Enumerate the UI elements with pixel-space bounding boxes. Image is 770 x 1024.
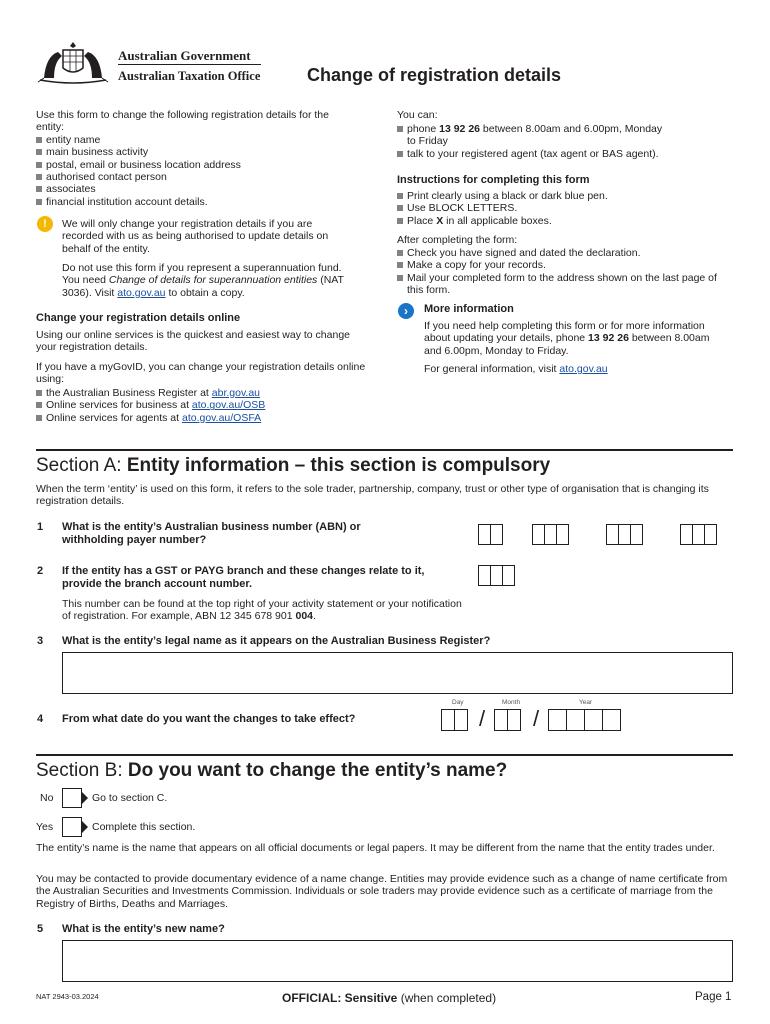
month-label: Month xyxy=(502,699,521,706)
general-info xyxy=(424,363,608,375)
abr-link[interactable]: abr.gov.au xyxy=(211,387,261,399)
list-item: Use BLOCK LETTERS. xyxy=(397,202,727,214)
list-text: in all applicable boxes. xyxy=(443,214,552,227)
online-paragraph-1: Using our online services is the quickest and easiest way to change your registration details. xyxy=(36,329,351,354)
general-info-text: For general information, visit xyxy=(424,363,560,375)
branch-help xyxy=(62,598,467,623)
list-text: Online services for business at xyxy=(46,399,192,412)
section-a-title xyxy=(36,455,550,477)
online-heading: Change your registration details online xyxy=(36,312,241,324)
ato-link[interactable]: ato.gov.au xyxy=(559,363,608,375)
intro-text: Use this form to change the following registration details for the entity: xyxy=(36,109,329,134)
no-checkbox[interactable] xyxy=(62,788,82,808)
branch-number[interactable] xyxy=(478,565,514,586)
question-number: 2 xyxy=(37,565,44,577)
logo-divider xyxy=(118,64,261,65)
ato-crest xyxy=(36,38,110,86)
list-item: Print clearly using a black or dark blue pen. xyxy=(397,190,727,202)
security-classification xyxy=(282,991,496,1005)
list-item: talk to your registered agent (tax agent or BAS agent). xyxy=(397,148,727,160)
list-item xyxy=(36,399,376,411)
section-b-title xyxy=(36,760,507,782)
osb-link[interactable]: ato.gov.au/OSB xyxy=(191,399,266,412)
classification-note: (when completed) xyxy=(397,991,497,1005)
month-input[interactable] xyxy=(494,709,520,731)
no-action: Go to section C. xyxy=(92,792,168,804)
osfa-link[interactable]: ato.gov.au/OSFA xyxy=(181,411,262,424)
list-text: Place xyxy=(407,214,437,227)
help-text: . xyxy=(313,610,316,623)
help-text: This number can be found at the top right of your activity statement or your notification of registration. For example, ABN 12 345 678 901 xyxy=(62,598,462,623)
evidence-explanation: You may be contacted to provide documentary evidence of a name change. Entities may provide evidence such as a change of name certificate from the Australian Securities and Investments Commission. Individuals or sole traders may provide evidence such as a certificate of marriage from the Registry of Births, Deaths and Marriages. xyxy=(36,873,728,910)
legal-name-input[interactable] xyxy=(62,652,733,694)
list-text: Online services for agents at xyxy=(46,411,182,424)
list-item: main business activity xyxy=(36,146,376,158)
list-item xyxy=(397,215,727,227)
name-explanation: The entity’s name is the name that appears on all official documents or legal papers. It may be different from the name that the entity trades under. xyxy=(36,842,715,854)
classification-label: OFFICIAL: Sensitive xyxy=(282,991,398,1005)
form-reference: Change of details for superannuation entities xyxy=(108,274,318,287)
form-code: NAT 2943-03.2024 xyxy=(36,992,99,1001)
instructions-heading: Instructions for completing this form xyxy=(397,174,590,186)
notice-authorised: We will only change your registration details if you are recorded with us as being authorised to update details on behalf of the entity. xyxy=(62,218,329,255)
more-info-text: between 8.00am and 6.00pm, Monday to Friday. xyxy=(424,332,710,357)
question-number: 4 xyxy=(37,713,44,725)
list-text: between 8.00am and 6.00pm, Monday to Friday xyxy=(407,123,663,148)
abn-group-2[interactable] xyxy=(532,524,568,545)
left-column xyxy=(36,109,376,208)
question-effective-date: From what date do you want the changes to take effect? xyxy=(62,713,356,725)
phone-number: 13 92 26 xyxy=(588,332,629,345)
no-label: No xyxy=(40,792,54,804)
list-item: entity name xyxy=(36,134,376,146)
x-mark: X xyxy=(436,214,444,227)
page-number: Page 1 xyxy=(695,991,732,1003)
question-number: 5 xyxy=(37,923,44,935)
date-digit[interactable] xyxy=(566,709,585,731)
list-item: Mail your completed form to the address shown on the last page of this form. xyxy=(397,272,727,297)
abn-group-4[interactable] xyxy=(680,524,716,545)
section-heading: Entity information – this section is compulsory xyxy=(126,455,551,476)
list-item: authorised contact person xyxy=(36,171,376,183)
notice-text: (NAT 3036). Visit xyxy=(62,274,344,299)
contact-list xyxy=(397,123,727,160)
date-digit[interactable] xyxy=(454,709,468,731)
date-digit[interactable] xyxy=(507,709,521,731)
question-number: 3 xyxy=(37,635,44,647)
date-digit[interactable] xyxy=(584,709,603,731)
day-label: Day xyxy=(452,699,464,706)
list-item: postal, email or business location address xyxy=(36,159,376,171)
section-label: Section B: xyxy=(36,760,128,781)
date-separator: / xyxy=(479,706,486,731)
details-list xyxy=(36,134,376,208)
section-a-intro: When the term ‘entity’ is used on this form, it refers to the sole trader, partnership, company, trust or other type of organisation that is changing its registration details. xyxy=(36,483,709,508)
abn-digit[interactable] xyxy=(556,524,569,545)
list-item: associates xyxy=(36,183,376,195)
date-digit[interactable] xyxy=(494,709,508,731)
abn-digit[interactable] xyxy=(490,524,503,545)
list-item xyxy=(397,123,667,148)
more-info-paragraph xyxy=(424,320,729,357)
date-separator: / xyxy=(533,706,540,731)
warning-icon: ! xyxy=(37,216,53,232)
branch-digit[interactable] xyxy=(502,565,515,586)
date-digit[interactable] xyxy=(441,709,455,731)
ato-link[interactable]: ato.gov.au xyxy=(117,286,166,299)
question-number: 1 xyxy=(37,521,44,533)
section-label: Section A: xyxy=(36,455,127,476)
yes-label: Yes xyxy=(36,821,54,833)
abn-digit[interactable] xyxy=(630,524,643,545)
list-item: Check you have signed and dated the declaration. xyxy=(397,247,727,259)
yes-action: Complete this section. xyxy=(92,821,196,833)
list-item xyxy=(36,387,376,399)
question-abn: What is the entity’s Australian business number (ABN) or withholding payer number? xyxy=(62,521,361,546)
list-item xyxy=(36,412,376,424)
question-legal-name: What is the entity’s legal name as it appears on the Australian Business Register? xyxy=(62,635,491,647)
list-item: Make a copy for your records. xyxy=(397,259,727,271)
day-input[interactable] xyxy=(441,709,467,731)
question-branch: If the entity has a GST or PAYG branch and these changes relate to it, provide the branch account number. xyxy=(62,565,425,590)
gov-line-2: Australian Taxation Office xyxy=(118,69,261,83)
online-paragraph-2: If you have a myGovID, you can change your registration details online using: xyxy=(36,361,366,386)
question-new-name: What is the entity’s new name? xyxy=(62,923,225,935)
you-can-label: You can: xyxy=(397,109,438,121)
list-text: the Australian Business Register at xyxy=(46,387,212,399)
section-a-rule xyxy=(36,449,733,451)
coat-of-arms-icon xyxy=(36,38,110,86)
section-b-rule xyxy=(36,754,733,756)
online-services-list xyxy=(36,387,376,424)
after-label: After completing the form: xyxy=(397,234,518,246)
section-heading: Do you want to change the entity’s name? xyxy=(127,760,508,781)
list-item: financial institution account details. xyxy=(36,196,376,208)
gov-line-1: Australian Government xyxy=(118,48,251,63)
notice-superannuation xyxy=(62,262,354,299)
year-label: Year xyxy=(579,699,593,706)
after-list xyxy=(397,247,727,297)
abn-group-1[interactable] xyxy=(478,524,502,545)
abn-group-3[interactable] xyxy=(606,524,642,545)
phone-number: 13 92 26 xyxy=(439,123,480,135)
abn-digit[interactable] xyxy=(704,524,717,545)
more-info-heading: More information xyxy=(424,303,514,315)
date-digit[interactable] xyxy=(548,709,567,731)
notice-text: Do not use this form if you represent a superannuation fund. You need xyxy=(62,262,342,287)
date-digit[interactable] xyxy=(602,709,621,731)
yes-checkbox[interactable] xyxy=(62,817,82,837)
notice-text: to obtain a copy. xyxy=(165,286,245,299)
list-text: phone xyxy=(407,123,440,135)
more-info-text: If you need help completing this form or for more information about updating your details, phone xyxy=(424,320,705,345)
page-title: Change of registration details xyxy=(307,65,562,85)
chevron-right-icon: › xyxy=(398,303,414,319)
instructions-list xyxy=(397,190,727,227)
year-input[interactable] xyxy=(548,709,620,731)
branch-example: 004 xyxy=(295,610,314,623)
new-name-input[interactable] xyxy=(62,940,733,982)
